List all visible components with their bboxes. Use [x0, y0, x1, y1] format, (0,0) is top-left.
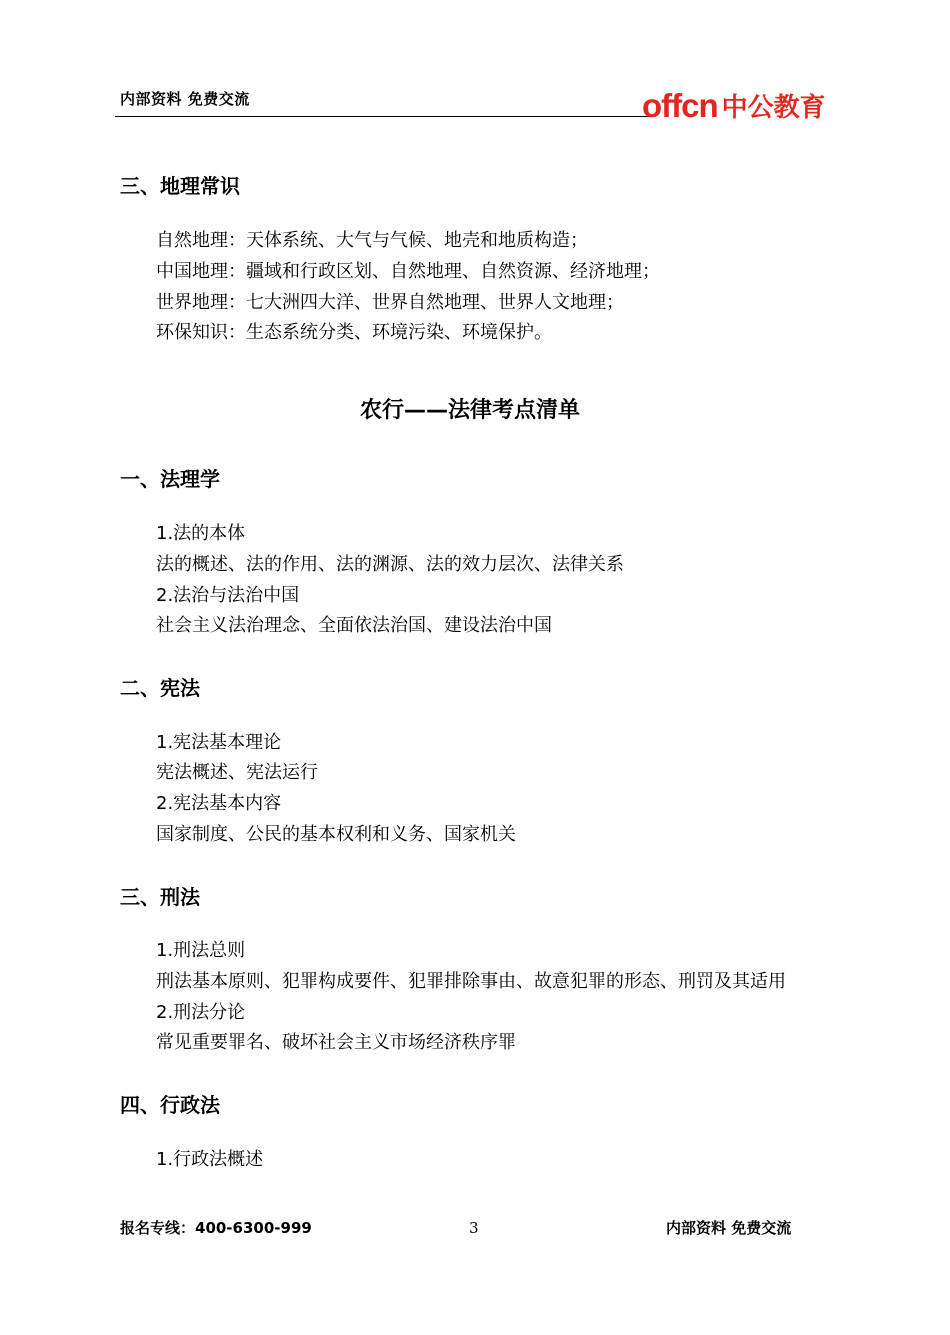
- geo-line: 自然地理：天体系统、大气与气候、地壳和地质构造；: [156, 230, 588, 251]
- item-title: 1.宪法基本理论: [156, 732, 282, 753]
- section-heading-administrative-law: 四、行政法: [120, 1093, 220, 1117]
- item-content: 社会主义法治理念、全面依法治国、建设法治中国: [156, 615, 552, 636]
- section-heading-constitution: 二、宪法: [120, 676, 200, 700]
- item-title: 1.刑法总则: [156, 940, 246, 961]
- item-title: 1.行政法概述: [156, 1149, 264, 1170]
- page-number: 3: [469, 1219, 479, 1237]
- item-content: 国家制度、公民的基本权利和义务、国家机关: [156, 824, 516, 845]
- offcn-logo: [642, 72, 826, 122]
- item-content: 常见重要罪名、破坏社会主义市场经济秩序罪: [156, 1032, 516, 1053]
- item-content: 宪法概述、宪法运行: [156, 762, 318, 783]
- header-divider: [115, 116, 650, 117]
- geo-line: 中国地理：疆域和行政区划、自然地理、自然资源、经济地理；: [156, 261, 660, 282]
- footer-hotline: 报名专线：400-6300-999: [120, 1219, 312, 1237]
- section-heading-geography: 三、地理常识: [120, 174, 240, 198]
- item-title: 1.法的本体: [156, 523, 246, 544]
- section-heading-criminal-law: 三、刑法: [120, 885, 200, 909]
- logo-chinese: 中公教育: [721, 93, 826, 123]
- item-title: 2.宪法基本内容: [156, 793, 282, 814]
- footer-right-text: 内部资料 免费交流: [666, 1219, 792, 1237]
- section-heading-jurisprudence: 一、法理学: [120, 467, 220, 491]
- item-content: 刑法基本原则、犯罪构成要件、犯罪排除事由、故意犯罪的形态、刑罚及其适用: [156, 971, 786, 992]
- item-title: 2.刑法分论: [156, 1002, 246, 1023]
- page-title: 农行——法律考点清单: [359, 398, 580, 423]
- geo-line: 世界地理：七大洲四大洋、世界自然地理、世界人文地理；: [156, 292, 624, 313]
- header-left-text: 内部资料 免费交流: [120, 90, 250, 108]
- geo-line: 环保知识：生态系统分类、环境污染、环境保护。: [156, 322, 552, 343]
- logo-latin: offcn: [642, 87, 718, 124]
- item-title: 2.法治与法治中国: [156, 585, 300, 606]
- item-content: 法的概述、法的作用、法的渊源、法的效力层次、法律关系: [156, 554, 624, 575]
